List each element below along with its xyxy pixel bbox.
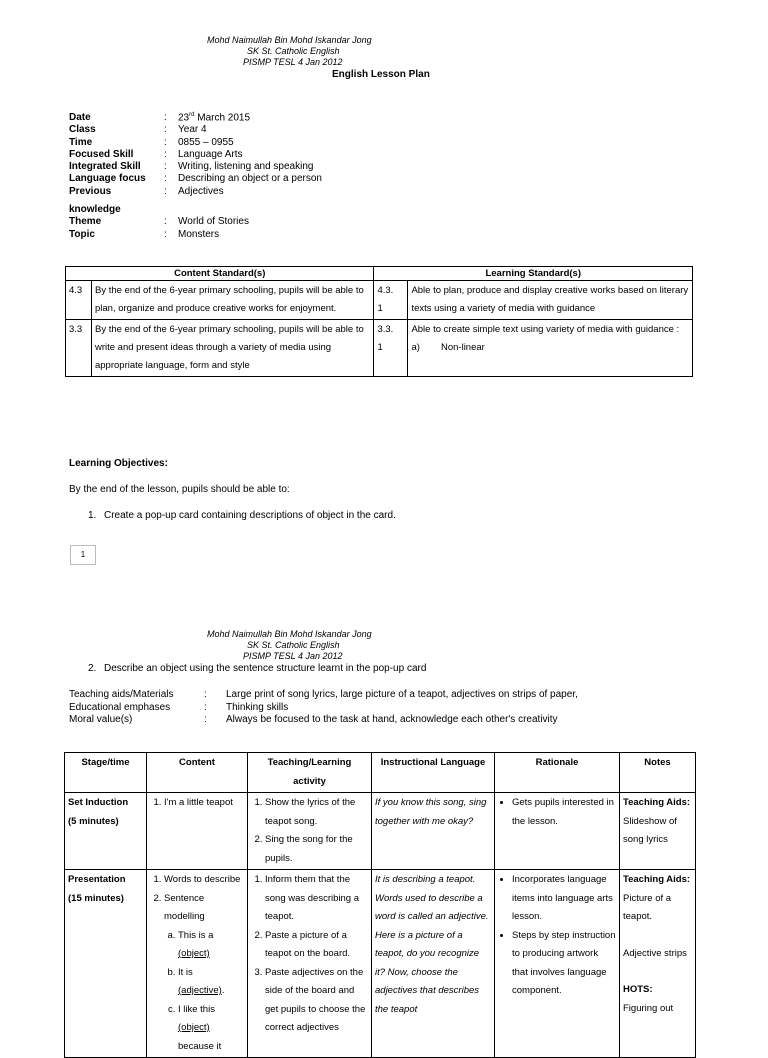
date-suffix: rd <box>189 112 195 118</box>
info-value: World of Stories <box>178 216 249 228</box>
notes-title: HOTS: <box>623 984 653 995</box>
aids-value: Thinking skills <box>226 701 289 713</box>
presentation-row <box>65 870 696 1058</box>
info-colon: : <box>164 161 167 173</box>
ls-cell <box>408 320 693 377</box>
info-key: Class <box>69 124 96 136</box>
page-title: English Lesson Plan <box>332 69 430 80</box>
info-row-knowledge <box>69 204 469 216</box>
lesson-plan-table <box>64 752 696 1058</box>
page-number: 1 <box>70 545 96 565</box>
activity-item: 2. Paste a picture of a teapot on the board. <box>265 927 368 964</box>
info-value: Monsters <box>178 228 220 240</box>
notes-text: Slideshow of song lyrics <box>623 815 677 845</box>
info-value: Writing, listening and speaking <box>178 161 314 173</box>
program-name: PISMP TESL 4 Jan 2012 <box>243 651 343 661</box>
info-row-date <box>69 112 469 124</box>
info-value: Adjectives <box>178 185 224 197</box>
content-cell <box>147 870 248 1058</box>
aids-value: Always be focused to the task at hand, acknowledge each other's creativity <box>226 714 558 725</box>
header-rationale: Rationale <box>495 753 620 793</box>
activity-item: 1. Inform them that the song was describing a teapot. <box>265 871 368 927</box>
header-stage: Stage/time <box>65 753 147 793</box>
standards-table <box>65 266 693 377</box>
info-colon: : <box>164 173 167 185</box>
objective-number: 2. <box>88 663 97 674</box>
date-rest: March 2015 <box>194 112 251 124</box>
info-colon: : <box>164 136 167 148</box>
info-key: Time <box>69 136 93 148</box>
info-colon: : <box>164 112 167 123</box>
activity-cell <box>248 793 372 870</box>
info-row-theme <box>69 216 469 228</box>
stage-cell <box>65 793 147 870</box>
aids-colon: : <box>204 701 207 713</box>
date-day: 23 <box>178 112 190 124</box>
info-colon: : <box>164 185 167 197</box>
objectives-title: Learning Objectives: <box>69 458 168 469</box>
info-row-language-focus <box>69 173 469 185</box>
header-activity: Teaching/Learning activity <box>248 753 372 793</box>
aids-row <box>69 714 709 727</box>
rationale-cell <box>495 870 620 1058</box>
notes-title: Teaching Aids: <box>623 797 691 808</box>
info-row-previous <box>69 186 469 198</box>
aids-colon: : <box>204 714 207 725</box>
info-row-integrated-skill <box>69 161 469 173</box>
language-cell: It is describing a teapot. Words used to describe a word is called an adjective. Here is a picture of a teapot, do you recognize it? Now, choose the adjectives that describes the teapot <box>372 870 495 1058</box>
objective-number: 1. <box>88 510 97 521</box>
info-key: Topic <box>69 228 95 240</box>
objective-text: Describe an object using the sentence structure learnt in the pop-up card <box>104 663 427 674</box>
objectives-intro: By the end of the lesson, pupils should be able to: <box>69 484 290 495</box>
objective-item <box>88 663 426 676</box>
info-row-focused-skill <box>69 149 469 161</box>
ls-sub: a) Non-linear <box>411 342 485 353</box>
stage-cell <box>65 870 147 1058</box>
aids-colon: : <box>204 689 207 700</box>
author-name: Mohd Naimullah Bin Mohd Iskandar Jong <box>207 629 372 639</box>
info-row-class <box>69 124 469 136</box>
learning-standard-header: Learning Standard(s) <box>374 267 693 281</box>
language-cell: If you know this song, sing together with me okay? <box>372 793 495 870</box>
rationale-item: • Incorporates language items into language arts lesson. <box>512 871 616 927</box>
info-key: Integrated Skill <box>69 161 141 173</box>
ls-text: Able to plan, produce and display creative works based on literary texts using a variety of media with guidance <box>408 281 693 320</box>
info-colon: : <box>164 216 167 228</box>
sub-item: a. This is a (object) <box>178 927 244 964</box>
stage-name: Set Induction <box>68 797 129 808</box>
sub-item: b. It is (adjective). <box>178 964 244 1001</box>
notes-title: Teaching Aids: <box>623 874 691 885</box>
standards-row <box>66 320 693 377</box>
aids-key: Educational emphases <box>69 701 171 713</box>
plan-header-row <box>65 753 696 793</box>
header-notes: Notes <box>620 753 696 793</box>
info-value: Describing an object or a person <box>178 173 322 185</box>
content-item: 2. Sentence modelling a. This is a (object) b. It is (adjective). c. I like this (object) because it <box>164 890 244 1057</box>
cs-number: 3.3 <box>66 320 92 377</box>
rationale-item: • Gets pupils interested in the lesson. <box>512 794 616 831</box>
notes-text: Figuring out <box>623 1002 674 1014</box>
notes-cell <box>620 793 696 870</box>
lesson-info <box>69 112 469 241</box>
activity-item: 2. Sing the song for the pupils. <box>265 831 368 868</box>
info-colon: : <box>164 124 167 136</box>
info-key: Language focus <box>69 173 146 185</box>
info-value: 0855 – 0955 <box>178 136 234 148</box>
info-key: Date <box>69 112 91 123</box>
info-key: Theme <box>69 216 102 228</box>
program-name: PISMP TESL 4 Jan 2012 <box>243 57 343 67</box>
school-name: SK St. Catholic English <box>247 640 340 650</box>
info-row-time <box>69 137 469 149</box>
school-name: SK St. Catholic English <box>247 46 340 56</box>
ls-number: 3.3. 1 <box>374 320 408 377</box>
aids-value: Large print of song lyrics, large picture of a teapot, adjectives on strips of paper, <box>226 689 578 700</box>
info-colon: : <box>164 148 167 160</box>
stage-name: Presentation <box>68 874 126 885</box>
cs-text: By the end of the 6-year primary schooling, pupils will be able to write and present ideas through a variety of media using appropriate language, form and style <box>91 320 373 377</box>
teaching-details <box>69 689 709 727</box>
ls-text: Able to create simple text using variety of media with guidance : <box>411 324 680 335</box>
notes-cell <box>620 870 696 1058</box>
notes-text: Picture of a teapot. <box>623 892 672 922</box>
author-name: Mohd Naimullah Bin Mohd Iskandar Jong <box>207 35 372 45</box>
activity-cell <box>248 870 372 1058</box>
set-induction-row <box>65 793 696 870</box>
info-row-topic <box>69 229 469 241</box>
info-colon: : <box>164 228 167 240</box>
info-value: Year 4 <box>178 124 207 136</box>
rationale-cell <box>495 793 620 870</box>
standards-row <box>66 281 693 320</box>
info-key: Focused Skill <box>69 148 134 160</box>
content-standard-header: Content Standard(s) <box>66 267 374 281</box>
objective-item <box>88 510 396 523</box>
info-value <box>178 112 250 125</box>
notes-text: Adjective strips <box>623 947 687 959</box>
content-item: 1. I'm a little teapot <box>164 794 244 813</box>
activity-item: 3. Paste adjectives on the side of the board and get pupils to choose the correct adjectives <box>265 964 368 1038</box>
objective-text: Create a pop-up card containing descriptions of object in the card. <box>104 510 396 521</box>
aids-key: Teaching aids/Materials <box>69 689 174 700</box>
sub-item: c. I like this (object) because it <box>178 1001 244 1057</box>
stage-time: (5 minutes) <box>68 815 119 827</box>
stage-time: (15 minutes) <box>68 892 124 904</box>
activity-item: 1. Show the lyrics of the teapot song. <box>265 794 368 831</box>
header-language: Instructional Language <box>372 753 495 793</box>
aids-row <box>69 702 709 715</box>
info-key: Previous <box>69 185 112 197</box>
standards-header-row <box>66 267 693 281</box>
rationale-item: • Steps by step instruction to producing artwork that involves language component. <box>512 927 616 1001</box>
info-key: knowledge <box>69 204 121 216</box>
info-value: Language Arts <box>178 148 243 160</box>
ls-number: 4.3. 1 <box>374 281 408 320</box>
content-cell <box>147 793 248 870</box>
cs-text: By the end of the 6-year primary schooling, pupils will be able to plan, organize and produce creative works for enjoyment. <box>91 281 373 320</box>
content-item: 1. Words to describe <box>164 871 244 890</box>
aids-key: Moral value(s) <box>69 714 133 725</box>
aids-row <box>69 689 709 702</box>
cs-number: 4.3 <box>66 281 92 320</box>
header-content: Content <box>147 753 248 793</box>
